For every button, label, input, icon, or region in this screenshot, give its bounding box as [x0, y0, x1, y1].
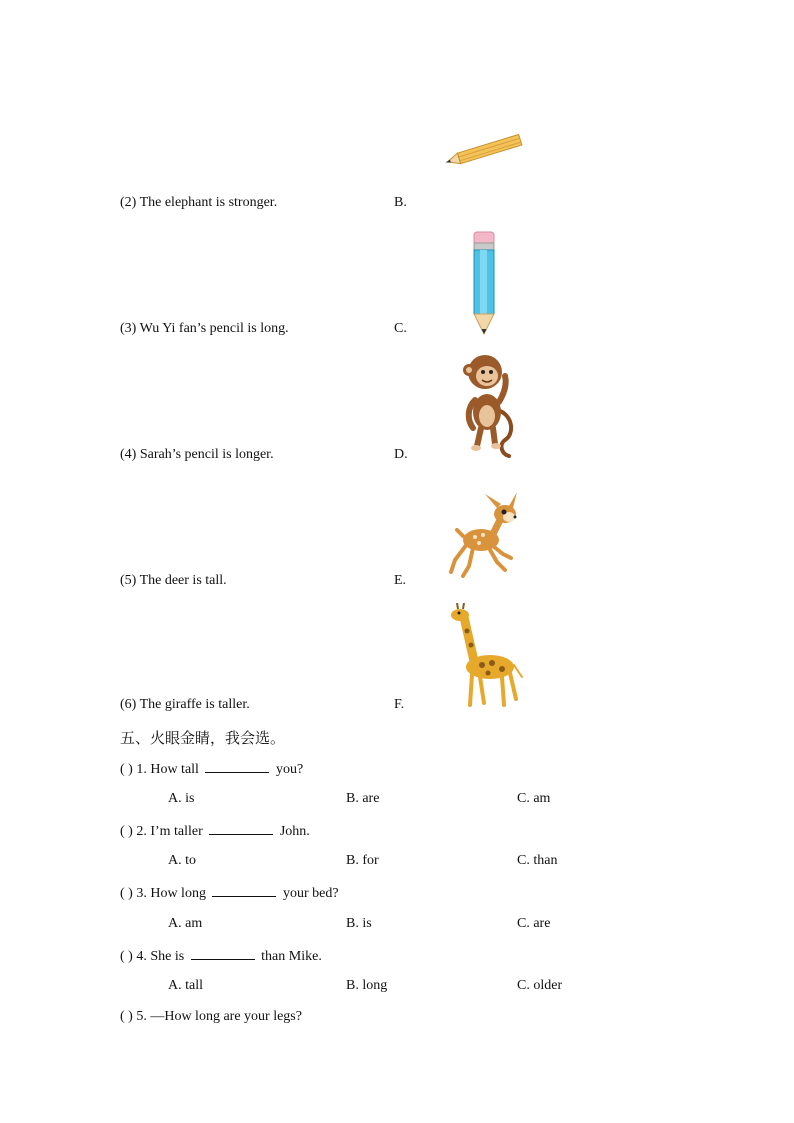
question-2 [120, 822, 310, 840]
question-stem-post: you? [275, 762, 304, 777]
giraffe-icon [440, 603, 530, 713]
matching-letter-f: F. [394, 697, 405, 712]
answer-paren[interactable]: ( ) [120, 1009, 133, 1024]
option-a[interactable]: A. to [168, 853, 196, 868]
short-pencil-picture [440, 128, 530, 174]
option-c[interactable]: C. am [517, 791, 551, 806]
matching-item-6: (6) The giraffe is taller. [120, 697, 250, 712]
deer-picture [445, 488, 525, 583]
option-b[interactable]: B. is [346, 916, 372, 931]
question-3 [120, 884, 339, 902]
option-c[interactable]: C. older [517, 978, 563, 993]
matching-item-4: (4) Sarah’s pencil is longer. [120, 447, 274, 462]
option-b[interactable]: B. for [346, 853, 379, 868]
monkey-picture [445, 348, 535, 463]
long-pencil-picture [466, 230, 502, 340]
question-stem-pre: 5. —How long are your legs? [136, 1009, 302, 1024]
answer-paren[interactable]: ( ) [120, 949, 133, 964]
long-pencil-icon [466, 230, 502, 340]
option-c[interactable]: C. than [517, 853, 558, 868]
question-stem-pre: 3. How long [136, 886, 206, 901]
option-b[interactable]: B. long [346, 978, 388, 993]
giraffe-picture [440, 603, 530, 713]
matching-letter-b: B. [394, 195, 407, 210]
matching-letter-c: C. [394, 321, 407, 336]
answer-blank[interactable] [209, 822, 273, 835]
answer-blank[interactable] [212, 884, 276, 897]
monkey-icon [445, 348, 535, 463]
matching-item-2: (2) The elephant is stronger. [120, 195, 278, 210]
deer-icon [445, 488, 525, 583]
matching-letter-e: E. [394, 573, 407, 588]
short-pencil-icon [440, 128, 530, 174]
question-stem-pre: 1. How tall [136, 762, 199, 777]
question-stem-pre: 4. She is [136, 949, 185, 964]
option-b[interactable]: B. are [346, 791, 380, 806]
section-5-title: 五、火眼金睛，我会选。 [120, 729, 286, 747]
answer-blank[interactable] [191, 947, 255, 960]
matching-item-3: (3) Wu Yi fan’s pencil is long. [120, 321, 289, 336]
option-c[interactable]: C. are [517, 916, 551, 931]
option-a[interactable]: A. tall [168, 978, 203, 993]
option-a[interactable]: A. is [168, 791, 195, 806]
option-a[interactable]: A. am [168, 916, 203, 931]
question-stem-post: John. [279, 824, 310, 839]
answer-blank[interactable] [205, 760, 269, 773]
question-5 [120, 1009, 302, 1025]
question-stem-post: than Mike. [261, 949, 322, 964]
answer-paren[interactable]: ( ) [120, 886, 133, 901]
matching-item-5: (5) The deer is tall. [120, 573, 227, 588]
question-4 [120, 947, 322, 965]
answer-paren[interactable]: ( ) [120, 762, 133, 777]
question-stem-pre: 2. I’m taller [136, 824, 203, 839]
question-1 [120, 760, 303, 778]
answer-paren[interactable]: ( ) [120, 824, 133, 839]
question-stem-post: your bed? [282, 886, 339, 901]
matching-letter-d: D. [394, 447, 408, 462]
